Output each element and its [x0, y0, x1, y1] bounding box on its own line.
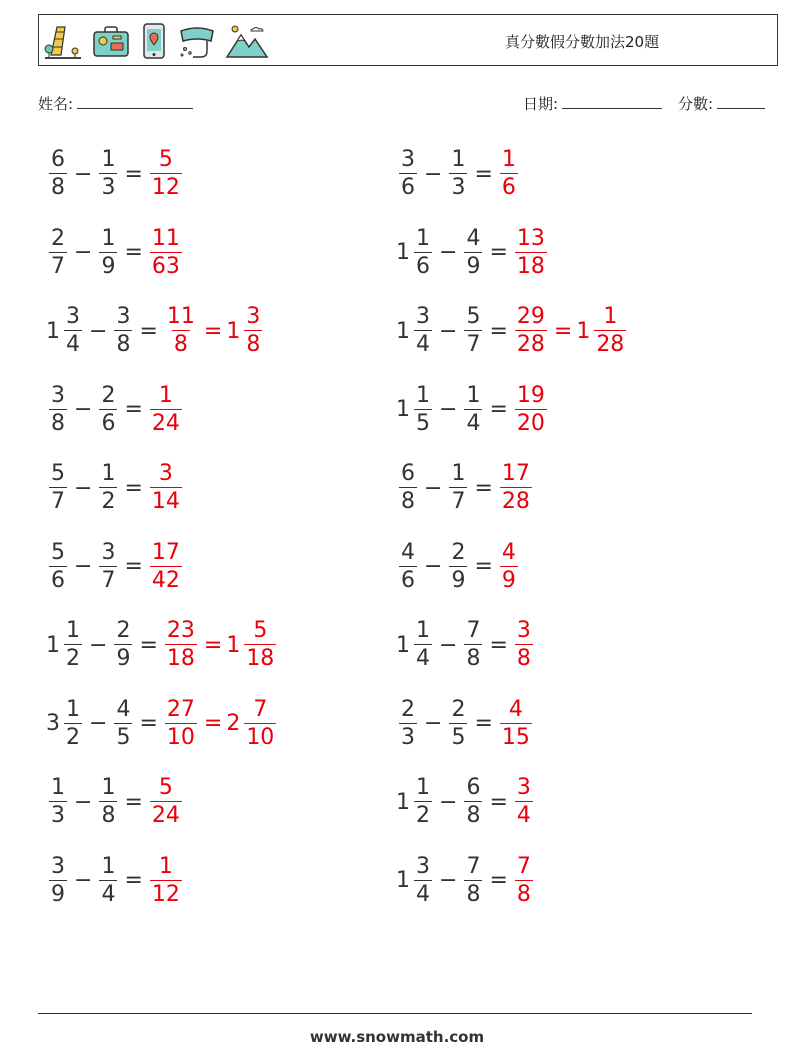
- minuend-whole: 1: [46, 318, 60, 344]
- minuend-denominator: 2: [416, 803, 430, 828]
- subtrahend-denominator: 9: [101, 253, 116, 279]
- answer-fraction: [165, 696, 197, 750]
- answer: [147, 539, 185, 593]
- minuend-numerator: 2: [401, 696, 415, 722]
- answer-fraction-denominator: 12: [151, 175, 180, 200]
- answer-fraction-numerator: 3: [516, 618, 531, 643]
- problem-item: [46, 535, 185, 599]
- minuend: [64, 696, 82, 750]
- answer-fraction: [150, 539, 182, 593]
- equals-sign: =: [124, 475, 143, 501]
- minuend-denominator: 2: [66, 646, 80, 671]
- answer-fraction: [515, 620, 533, 670]
- subtrahend-denominator: 8: [466, 646, 481, 671]
- answer: [147, 853, 185, 907]
- equals-sign: =: [474, 475, 493, 501]
- subtrahend-numerator: 1: [101, 225, 116, 251]
- answer-fraction-numerator: 7: [516, 853, 531, 879]
- answer-fraction: [515, 225, 547, 279]
- minus-sign: −: [424, 711, 443, 736]
- minuend-numerator: 4: [401, 539, 415, 565]
- subtrahend: [99, 463, 117, 513]
- minus-sign: −: [424, 161, 443, 187]
- subtrahend: [449, 696, 467, 750]
- minus-sign: −: [439, 789, 458, 815]
- minuend-denominator: 3: [51, 803, 65, 828]
- answer: [512, 777, 536, 827]
- answer-fraction: [500, 539, 518, 593]
- minuend-numerator: 6: [401, 461, 415, 486]
- problem-item: [46, 692, 279, 756]
- minuend-denominator: 8: [401, 489, 415, 514]
- minuend-whole: 1: [396, 240, 410, 265]
- minus-sign: −: [439, 868, 458, 893]
- minuend-denominator: 4: [416, 332, 430, 357]
- subtrahend-denominator: 8: [466, 803, 481, 828]
- answer: [497, 149, 521, 199]
- minuend: [414, 620, 432, 670]
- minuend: [49, 382, 67, 436]
- problem-item: [396, 299, 629, 363]
- answer: [512, 853, 536, 907]
- answer: [162, 696, 279, 750]
- answer-fraction-denominator: 24: [151, 803, 180, 828]
- minus-sign: −: [74, 397, 93, 422]
- minuend: [414, 777, 432, 827]
- answer-fraction-numerator: 4: [501, 539, 516, 565]
- minuend: [399, 539, 417, 593]
- footer-divider: [38, 1013, 752, 1014]
- minuend-numerator: 3: [51, 382, 65, 408]
- problem-item: [46, 221, 185, 285]
- answer: [162, 620, 279, 670]
- answer-fraction-numerator: 17: [501, 461, 530, 486]
- minuend-denominator: 8: [51, 175, 65, 200]
- minuend: [64, 306, 82, 356]
- subtrahend-numerator: 1: [466, 382, 481, 408]
- minuend-whole: 3: [46, 711, 60, 736]
- subtrahend-numerator: 1: [451, 461, 466, 486]
- minuend-denominator: 4: [416, 881, 430, 907]
- answer: [497, 696, 535, 750]
- minuend: [399, 696, 417, 750]
- minuend-numerator: 5: [51, 539, 65, 565]
- answer-equals-sign: =: [203, 632, 223, 658]
- subtrahend: [99, 539, 117, 593]
- subtrahend-numerator: 3: [116, 304, 131, 329]
- minuend-denominator: 7: [51, 489, 65, 514]
- subtrahend-denominator: 8: [466, 881, 481, 907]
- answer-mixed-number: [594, 306, 626, 356]
- problem-item: [46, 378, 185, 442]
- equals-sign: =: [474, 161, 493, 187]
- equals-sign: =: [474, 711, 493, 736]
- minus-sign: −: [74, 240, 93, 265]
- answer-fraction-denominator: 9: [501, 567, 516, 593]
- answer-fraction: [165, 620, 197, 670]
- minuend-numerator: 1: [66, 696, 80, 722]
- subtrahend: [464, 225, 482, 279]
- subtrahend-numerator: 1: [101, 853, 116, 879]
- equals-sign: =: [124, 397, 143, 422]
- minuend: [49, 149, 67, 199]
- subtrahend-denominator: 6: [101, 410, 116, 436]
- minuend-numerator: 1: [51, 775, 65, 800]
- answer-fraction-denominator: 20: [516, 410, 545, 436]
- minuend-whole: 1: [396, 632, 410, 658]
- answer-mixed-number-whole: 1: [226, 318, 241, 344]
- minuend: [49, 463, 67, 513]
- answer-fraction-denominator: 8: [173, 332, 188, 357]
- date-label: 日期:: [523, 95, 559, 113]
- problem-item: [396, 221, 550, 285]
- problem-item: [396, 770, 536, 834]
- minuend: [64, 620, 82, 670]
- subtrahend-denominator: 7: [466, 332, 481, 357]
- answer-fraction: [515, 853, 533, 907]
- answer-fraction-numerator: 11: [166, 304, 195, 329]
- answer-fraction-denominator: 10: [166, 724, 195, 750]
- answer-mixed-number-numerator: 5: [253, 618, 268, 643]
- subtrahend-denominator: 4: [466, 410, 481, 436]
- answer-mixed-number-denominator: 18: [246, 646, 275, 671]
- minus-sign: −: [439, 240, 458, 265]
- subtrahend-numerator: 4: [116, 696, 131, 722]
- minus-sign: −: [89, 711, 108, 736]
- problem-item: [46, 299, 265, 363]
- minuend-numerator: 1: [66, 618, 80, 643]
- answer-fraction-denominator: 8: [516, 646, 531, 671]
- answer-fraction-numerator: 23: [166, 618, 195, 643]
- subtrahend: [99, 225, 117, 279]
- minuend-numerator: 1: [416, 382, 430, 408]
- minus-sign: −: [74, 868, 93, 893]
- minuend-numerator: 3: [51, 853, 65, 879]
- subtrahend-numerator: 3: [101, 539, 116, 565]
- answer-fraction-numerator: 27: [166, 696, 195, 722]
- answer-fraction-numerator: 3: [516, 775, 531, 800]
- problem-item: [396, 456, 535, 520]
- problem-item: [396, 378, 550, 442]
- answer-fraction-denominator: 63: [151, 253, 180, 279]
- answer-mixed-number-whole: 1: [576, 318, 591, 344]
- subtrahend-denominator: 5: [116, 724, 131, 750]
- subtrahend-denominator: 5: [451, 724, 466, 750]
- problem-item: [396, 613, 536, 677]
- answer-equals-sign: =: [203, 318, 223, 344]
- minuend-numerator: 2: [51, 225, 65, 251]
- answer: [512, 225, 550, 279]
- minus-sign: −: [89, 318, 108, 344]
- answer-fraction-numerator: 19: [516, 382, 545, 408]
- answer-fraction: [515, 777, 533, 827]
- subtrahend-numerator: 1: [101, 147, 116, 172]
- equals-sign: =: [489, 318, 508, 344]
- minuend-numerator: 3: [416, 853, 430, 879]
- answer-equals-sign: =: [553, 318, 573, 344]
- minuend-numerator: 3: [416, 304, 430, 329]
- answer-mixed-number: [244, 620, 276, 670]
- answer-fraction: [500, 149, 518, 199]
- minuend-denominator: 9: [51, 881, 65, 907]
- answer-fraction-denominator: 28: [501, 489, 530, 514]
- subtrahend-denominator: 4: [101, 881, 116, 907]
- answer-fraction: [150, 149, 182, 199]
- minuend-whole: 1: [396, 868, 410, 893]
- answer-fraction-denominator: 8: [516, 881, 531, 907]
- subtrahend-numerator: 7: [466, 618, 481, 643]
- subtrahend-denominator: 8: [101, 803, 116, 828]
- minuend-denominator: 7: [51, 253, 65, 279]
- minuend: [414, 225, 432, 279]
- subtrahend: [449, 149, 467, 199]
- problem-item: [396, 535, 521, 599]
- subtrahend-numerator: 6: [466, 775, 481, 800]
- minuend: [399, 149, 417, 199]
- answer-fraction-numerator: 3: [158, 461, 173, 486]
- answer: [512, 382, 550, 436]
- subtrahend-denominator: 7: [451, 489, 466, 514]
- answer: [147, 463, 185, 513]
- minuend: [49, 853, 67, 907]
- minuend: [414, 306, 432, 356]
- minuend-denominator: 3: [401, 724, 415, 750]
- subtrahend-denominator: 9: [116, 646, 131, 671]
- answer: [512, 306, 629, 356]
- subtrahend: [114, 306, 132, 356]
- subtrahend-numerator: 2: [451, 696, 466, 722]
- answer-fraction-denominator: 12: [151, 881, 180, 907]
- equals-sign: =: [489, 789, 508, 815]
- minuend-whole: 1: [396, 318, 410, 344]
- footer-url: www.snowmath.com: [309, 1028, 485, 1046]
- answer: [512, 620, 536, 670]
- minuend-whole: 1: [396, 397, 410, 422]
- answer-mixed-number: [244, 306, 262, 356]
- worksheet-title: 真分數假分數加法20題: [505, 33, 660, 51]
- minuend-numerator: 5: [51, 461, 65, 486]
- answer-mixed-number-whole: 2: [226, 711, 241, 736]
- equals-sign: =: [139, 711, 158, 736]
- equals-sign: =: [124, 789, 143, 815]
- minus-sign: −: [74, 161, 93, 187]
- equals-sign: =: [489, 240, 508, 265]
- score-label: 分數:: [678, 95, 714, 113]
- answer-fraction-denominator: 18: [166, 646, 195, 671]
- answer-fraction-numerator: 4: [508, 696, 523, 722]
- minuend: [414, 853, 432, 907]
- subtrahend-numerator: 1: [101, 461, 116, 486]
- answer-fraction: [515, 382, 547, 436]
- minus-sign: −: [424, 554, 443, 579]
- minus-sign: −: [74, 554, 93, 579]
- minuend-whole: 1: [396, 789, 410, 815]
- answer-fraction-denominator: 14: [151, 489, 180, 514]
- answer-mixed-number-denominator: 10: [246, 724, 275, 750]
- minuend-numerator: 1: [416, 225, 430, 251]
- minuend: [414, 382, 432, 436]
- minuend-denominator: 6: [416, 253, 430, 279]
- subtrahend: [114, 696, 132, 750]
- minuend-denominator: 6: [401, 175, 415, 200]
- subtrahend-denominator: 2: [101, 489, 116, 514]
- problem-item: [46, 456, 185, 520]
- equals-sign: =: [124, 161, 143, 187]
- answer-fraction: [500, 696, 532, 750]
- subtrahend-numerator: 1: [451, 147, 466, 172]
- answer-fraction: [500, 463, 532, 513]
- subtrahend: [99, 777, 117, 827]
- minuend: [399, 463, 417, 513]
- answer-fraction: [150, 225, 182, 279]
- minuend-denominator: 4: [416, 646, 430, 671]
- minus-sign: −: [74, 475, 93, 501]
- problem-item: [396, 142, 521, 206]
- answer-fraction-denominator: 18: [516, 253, 545, 279]
- answer: [147, 149, 185, 199]
- answer: [497, 539, 521, 593]
- subtrahend-denominator: 9: [451, 567, 466, 593]
- minuend-denominator: 2: [66, 724, 80, 750]
- problem-item: [46, 849, 185, 913]
- subtrahend: [114, 620, 132, 670]
- minus-sign: −: [424, 475, 443, 501]
- answer-fraction-numerator: 17: [151, 539, 180, 565]
- minuend-numerator: 6: [51, 147, 65, 172]
- answer-mixed-number-whole: 1: [226, 632, 241, 658]
- minus-sign: −: [74, 789, 93, 815]
- answer-fraction: [150, 777, 182, 827]
- subtrahend: [464, 853, 482, 907]
- subtrahend: [449, 463, 467, 513]
- problem-item: [46, 613, 279, 677]
- subtrahend: [464, 306, 482, 356]
- answer-fraction: [150, 463, 182, 513]
- subtrahend: [99, 149, 117, 199]
- answer-fraction-numerator: 1: [158, 853, 173, 879]
- equals-sign: =: [124, 554, 143, 579]
- subtrahend-denominator: 7: [101, 567, 116, 593]
- subtrahend: [464, 382, 482, 436]
- equals-sign: =: [124, 868, 143, 893]
- minuend: [49, 777, 67, 827]
- name-label: 姓名:: [38, 95, 74, 113]
- answer: [162, 306, 265, 356]
- answer-fraction-denominator: 4: [516, 803, 531, 828]
- minus-sign: −: [439, 318, 458, 344]
- equals-sign: =: [489, 632, 508, 658]
- answer-fraction-denominator: 15: [501, 724, 530, 750]
- subtrahend: [464, 777, 482, 827]
- equals-sign: =: [489, 397, 508, 422]
- answer: [147, 777, 185, 827]
- subtrahend-denominator: 9: [466, 253, 481, 279]
- minus-sign: −: [439, 632, 458, 658]
- problem-item: [396, 692, 535, 756]
- subtrahend-denominator: 3: [451, 175, 466, 200]
- answer-fraction-numerator: 11: [151, 225, 180, 251]
- answer-mixed-number-numerator: 3: [246, 304, 261, 329]
- minuend-numerator: 3: [66, 304, 80, 329]
- answer-mixed-number-numerator: 1: [603, 304, 618, 329]
- answer-fraction: [150, 382, 182, 436]
- answer-fraction: [515, 306, 547, 356]
- answer-fraction-numerator: 1: [501, 147, 516, 172]
- answer-fraction-numerator: 1: [158, 382, 173, 408]
- equals-sign: =: [124, 240, 143, 265]
- answer-fraction-numerator: 13: [516, 225, 545, 251]
- answer: [497, 463, 535, 513]
- minuend-denominator: 8: [51, 410, 65, 436]
- answer-mixed-number-numerator: 7: [253, 696, 268, 722]
- problem-item: [46, 770, 185, 834]
- answer-fraction-denominator: 24: [151, 410, 180, 436]
- equals-sign: =: [139, 632, 158, 658]
- minuend-denominator: 5: [416, 410, 430, 436]
- answer: [147, 382, 185, 436]
- minus-sign: −: [439, 397, 458, 422]
- subtrahend: [99, 382, 117, 436]
- answer: [147, 225, 185, 279]
- minuend-numerator: 1: [416, 618, 430, 643]
- equals-sign: =: [489, 868, 508, 893]
- subtrahend-numerator: 7: [466, 853, 481, 879]
- problem-item: [396, 849, 536, 913]
- answer-equals-sign: =: [203, 711, 223, 736]
- answer-fraction-denominator: 6: [501, 175, 516, 200]
- answer-mixed-number-denominator: 28: [596, 332, 625, 357]
- answer-mixed-number: [244, 696, 276, 750]
- answer-fraction-numerator: 29: [516, 304, 545, 329]
- answer-fraction-denominator: 42: [151, 567, 180, 593]
- answer-fraction-denominator: 28: [516, 332, 545, 357]
- problem-item: [46, 142, 185, 206]
- subtrahend-numerator: 5: [466, 304, 481, 329]
- minuend: [49, 225, 67, 279]
- answer-fraction-numerator: 5: [158, 775, 173, 800]
- minuend-numerator: 1: [416, 775, 430, 800]
- minuend-whole: 1: [46, 632, 60, 658]
- subtrahend-denominator: 8: [116, 332, 131, 357]
- subtrahend-numerator: 1: [101, 775, 116, 800]
- subtrahend-numerator: 2: [116, 618, 131, 643]
- subtrahend: [464, 620, 482, 670]
- answer-fraction-numerator: 5: [158, 147, 173, 172]
- minuend-denominator: 6: [401, 567, 415, 593]
- subtrahend-denominator: 3: [101, 175, 116, 200]
- answer-mixed-number-denominator: 8: [246, 332, 261, 357]
- subtrahend-numerator: 2: [101, 382, 116, 408]
- answer-fraction: [150, 853, 182, 907]
- minuend: [49, 539, 67, 593]
- minus-sign: −: [89, 632, 108, 658]
- subtrahend: [99, 853, 117, 907]
- subtrahend-numerator: 2: [451, 539, 466, 565]
- subtrahend-numerator: 4: [466, 225, 481, 251]
- subtrahend: [449, 539, 467, 593]
- answer-fraction: [165, 306, 197, 356]
- minuend-numerator: 3: [401, 147, 415, 172]
- equals-sign: =: [474, 554, 493, 579]
- minuend-denominator: 4: [66, 332, 80, 357]
- minuend-denominator: 6: [51, 567, 65, 593]
- equals-sign: =: [139, 318, 158, 344]
